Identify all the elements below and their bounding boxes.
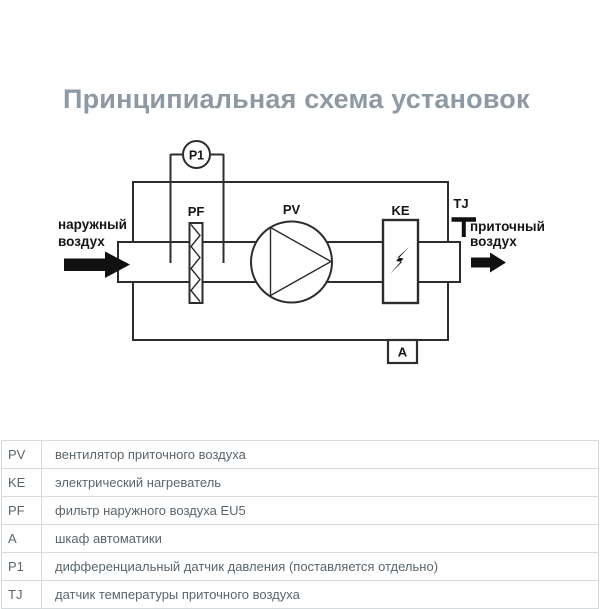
- legend-row-pv: [2, 441, 598, 469]
- legend-code: A: [2, 525, 42, 552]
- legend-description: фильтр наружного воздуха EU5: [55, 503, 246, 518]
- ke-label: KE: [391, 203, 410, 218]
- legend-code: TJ: [2, 581, 42, 608]
- legend-row-tj: [2, 581, 598, 609]
- legend-description: дифференциальный датчик давления (поставляется отдельно): [55, 559, 439, 574]
- p1-label: P1: [188, 148, 205, 163]
- outlet-air-label-line2: воздух: [470, 234, 517, 249]
- flow-arrow-right-icon: [471, 253, 506, 273]
- legend-description: датчик температуры приточного воздуха: [55, 587, 300, 602]
- legend-description: вентилятор приточного воздуха: [55, 447, 246, 462]
- fan-pv: [251, 222, 332, 303]
- legend-row-ke: [2, 469, 598, 497]
- page-title: Принципиальная схема установок: [63, 84, 530, 114]
- legend-code: PF: [2, 497, 42, 524]
- outlet-air-label-line1: приточный: [470, 219, 545, 234]
- legend-code: KE: [2, 469, 42, 496]
- pv-label: PV: [282, 202, 301, 217]
- tj-label: TJ: [453, 196, 469, 211]
- legend-code: PV: [2, 441, 42, 468]
- inlet-air-label-line1: наружный: [58, 217, 127, 232]
- legend-row-p1: [2, 553, 598, 581]
- inlet-air-label-line2: воздух: [58, 234, 105, 249]
- a-label: A: [397, 344, 408, 360]
- legend-row-a: [2, 525, 598, 553]
- legend-description: шкаф автоматики: [55, 531, 162, 546]
- legend-row-pf: [2, 497, 598, 525]
- legend-table: [1, 440, 599, 609]
- legend-description: электрический нагреватель: [55, 475, 222, 490]
- legend-code: P1: [2, 553, 42, 580]
- pf-label: PF: [187, 204, 205, 219]
